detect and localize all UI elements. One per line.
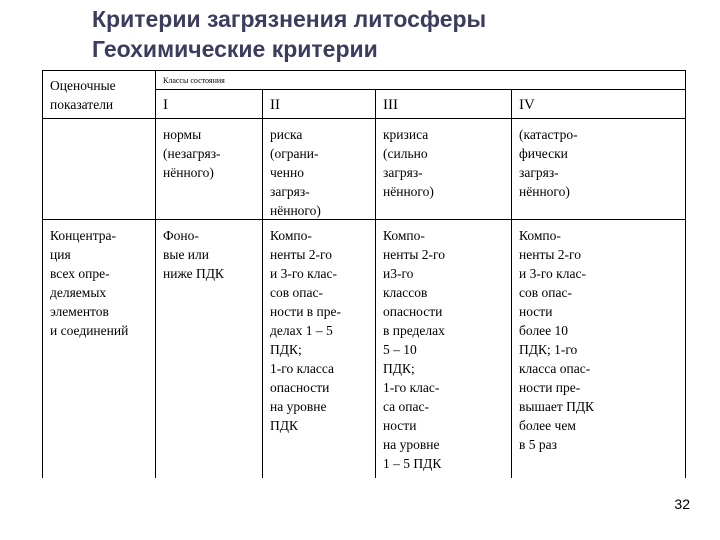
header-label-line: Оценочные <box>50 78 116 93</box>
row-value-class-2: Компо- ненты 2-го и 3-го клас- сов опас- ности в пре- делах 1 – 5 ПДК; 1-го класса опасности на уровне ПДК <box>270 228 342 433</box>
header-label <box>50 76 116 114</box>
col-divider-1 <box>155 70 156 478</box>
class-numeral-1: I <box>163 97 168 113</box>
table-right-border <box>685 70 686 478</box>
title-line-2: Геохимические критерии <box>92 36 378 62</box>
table-left-border <box>42 70 43 478</box>
class-numeral-3: III <box>383 97 398 113</box>
class-name-1: нормы (незагряз- нённого) <box>163 127 221 180</box>
row-value-class-3: Компо- ненты 2-го и3-го классов опасности в пределах 5 – 10 ПДК; 1-го клас- са опас- ности на уровне 1 – 5 ПДК <box>383 228 445 471</box>
col-divider-3 <box>375 90 376 478</box>
col-divider-2 <box>262 90 263 478</box>
row-label: Концентра- ция всех опре- деляемых элементов и соединений <box>50 228 129 338</box>
class-numeral-4: IV <box>519 97 535 113</box>
header-label-line: показатели <box>50 97 114 112</box>
slide-title <box>92 4 692 64</box>
class-numeral-2: II <box>270 97 280 113</box>
row-value-class-4: Компо- ненты 2-го и 3-го клас- сов опас- ности более 10 ПДК; 1-го класса опас- ности пре- вышает ПДК более чем в 5 раз <box>519 228 595 452</box>
table-top-border <box>42 70 686 71</box>
class-name-4: (катастро- фически загряз- нённого) <box>519 127 578 199</box>
table-header-divider <box>42 118 686 119</box>
classes-caption-divider <box>155 89 686 90</box>
page-number: 32 <box>674 496 690 512</box>
table-row-divider <box>42 219 686 220</box>
title-line-1: Критерии загрязнения литосферы <box>92 6 487 32</box>
row-value-class-1: Фоно- вые или ниже ПДК <box>163 228 224 281</box>
class-name-2: риска (ограни- ченно загряз- нённого) <box>270 127 321 218</box>
col-divider-4 <box>511 90 512 478</box>
class-name-3: кризиса (сильно загряз- нённого) <box>383 127 434 199</box>
classes-caption: Классы состояния <box>163 76 225 85</box>
